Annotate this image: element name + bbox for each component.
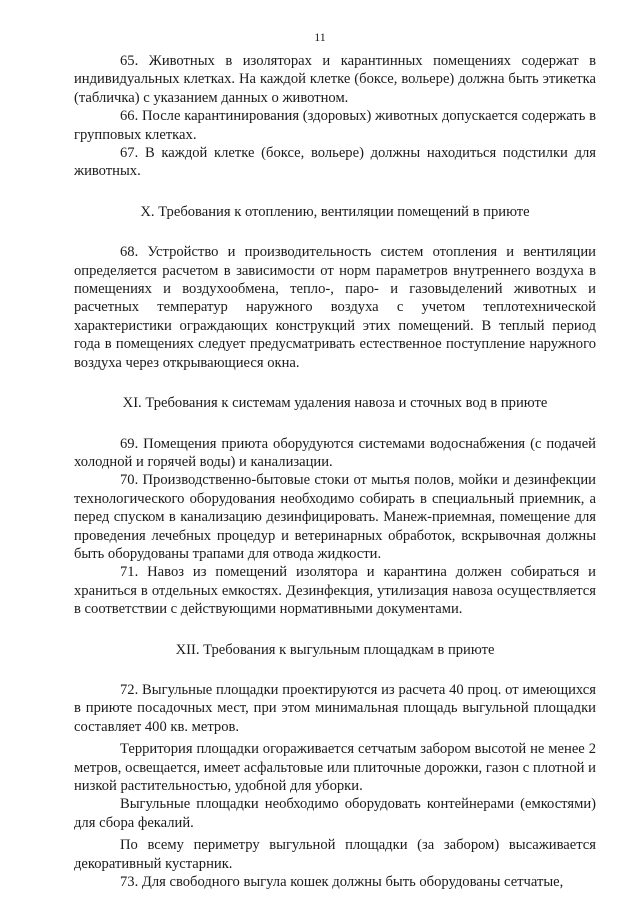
paragraph-70: 70. Производственно-бытовые стоки от мытья полов, мойки и дезинфекции технологического оборудования необходимо собирать в специальный приемник, а перед спуском в канализацию дезинфицировать. Манеж-приемная, помещение для проведения лечебных процедур и ветеринарных обработок, вскрывочная должны быть оборудованы трапами для отвода жидкости. (74, 472, 596, 562)
paragraph-73: 73. Для свободного выгула кошек должны быть оборудованы сетчатые, (120, 874, 564, 891)
paragraph-65: 65. Животных в изоляторах и карантинных помещениях содержат в индивидуальных клетках. На каждой клетке (боксе, вольере) должна быть этикетка (табличка) с указанием данных о животном. (74, 53, 596, 106)
paragraph-containers: Выгульные площадки необходимо оборудовать контейнерами (емкостями) для сбора фекалий. (74, 796, 596, 831)
paragraph-68: 68. Устройство и производительность систем отопления и вентиляции определяется расчетом в зависимости от норм параметров внутреннего воздуха в помещениях и воздухообмена, тепло-, паро- и газовыделений животных и расчетных температур наружного воздуха с учетом теплотехнической характеристики ограждающих конструкций этих помещений. В теплый период года в помещениях следует предусматривать естественное поступление наружного воздуха через открывающиеся окна. (74, 244, 596, 371)
paragraph-69: 69. Помещения приюта оборудуются системами водоснабжения (с подачей холодной и горячей воды) и канализации. (74, 435, 596, 470)
section-xi-heading: XI. Требования к системам удаления навоза и сточных вод в приюте (122, 395, 548, 412)
paragraph-71: 71. Навоз из помещений изолятора и карантина должен собираться и храниться в отдельных емкостях. Дезинфекция, утилизация навоза осуществляется в соответствии с действующими нормативными документами. (74, 564, 596, 618)
paragraph-shrubs: По всему периметру выгульной площадки (за забором) высаживается декоративный кустарник. (74, 837, 596, 872)
paragraph-67: 67. В каждой клетке (боксе, вольере) должны находиться подстилки для животных. (74, 145, 596, 180)
paragraph-fence: Территория площадки огораживается сетчатым забором высотой не менее 2 метров, освещается, имеет асфальтовые или плиточные дорожки, газон с плотной и низкой растительностью, удобной для уборки. (74, 741, 596, 794)
section-xii-heading: XII. Требования к выгульным площадкам в приюте (175, 641, 495, 658)
paragraph-72: 72. Выгульные площадки проектируются из расчета 40 проц. от имеющихся в приюте посадочных мест, при этом минимальная площадь выгульной площадки составляет 400 кв. метров. (74, 681, 596, 735)
page-body (74, 52, 596, 891)
section-x-heading: X. Требования к отоплению, вентиляции помещений в приюте (140, 203, 530, 220)
paragraph-66: 66. После карантинирования (здоровых) животных допускается содержать в групповых клетках. (74, 108, 596, 143)
page-number: 11 (314, 30, 326, 44)
